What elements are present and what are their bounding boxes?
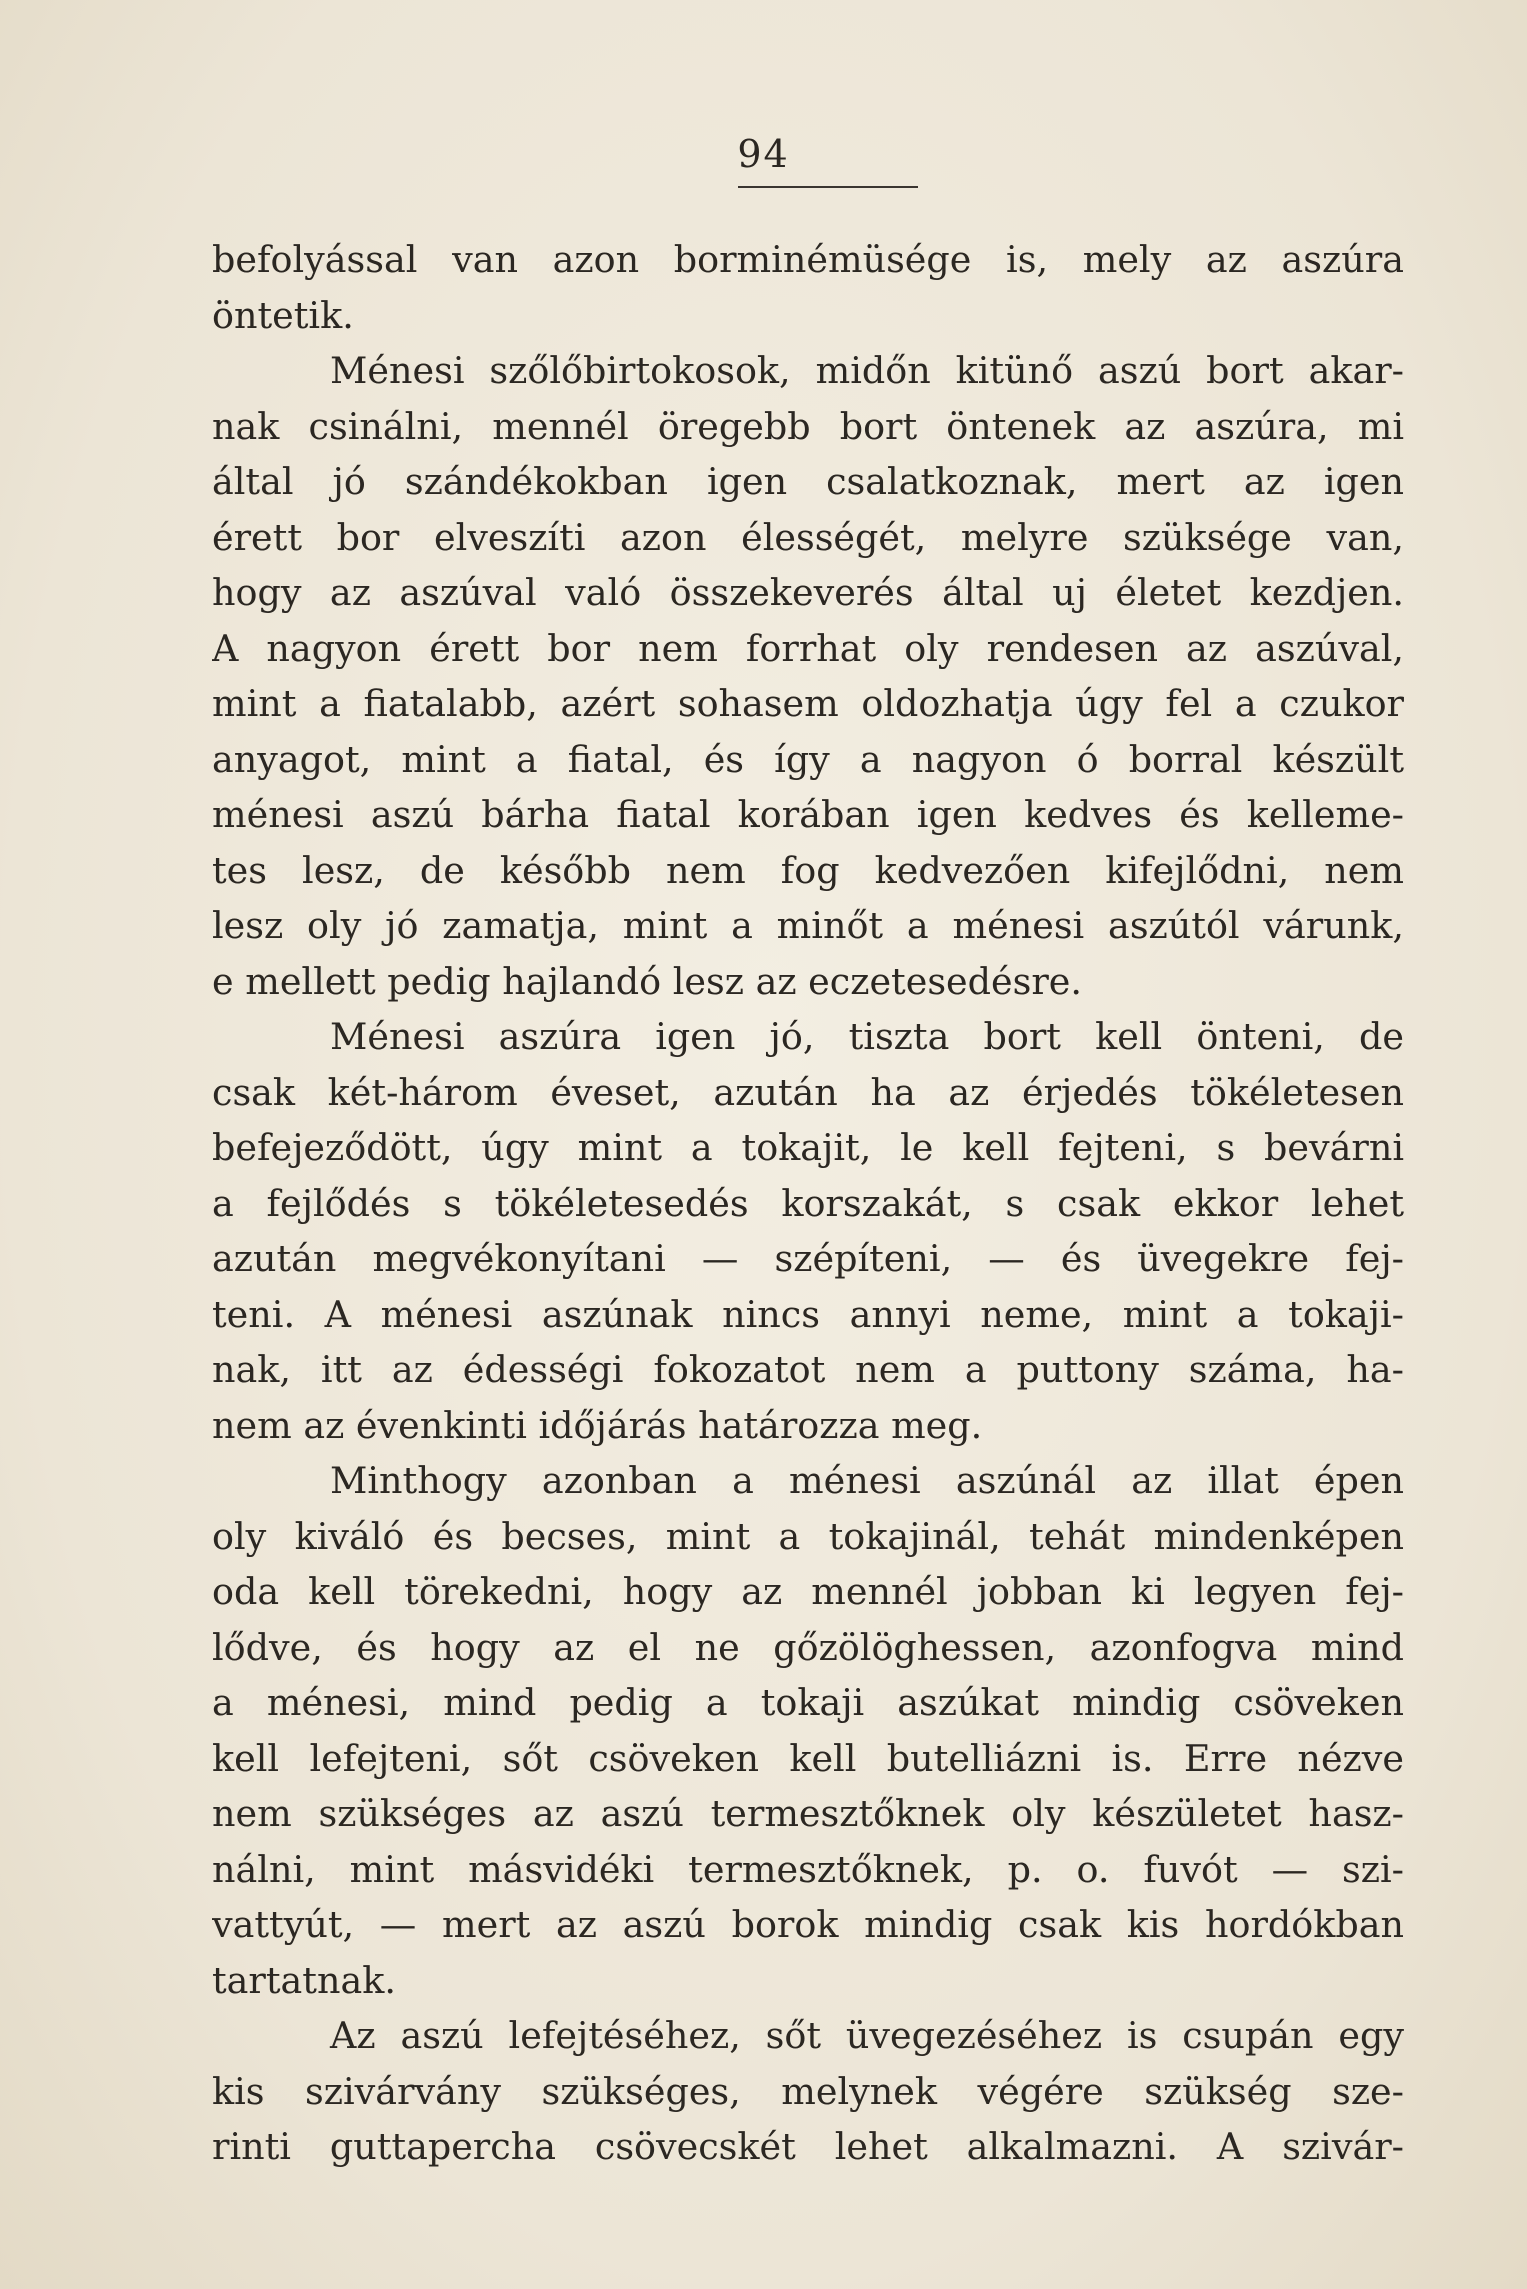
text-line: tartatnak.: [212, 1958, 396, 2002]
text-line: Minthogy azonban a ménesi aszúnál az illat épen: [330, 1459, 1404, 1502]
text-line: kis szivárvány szükséges, melynek végére szükség sze-: [212, 2069, 1404, 2113]
text-line: Ménesi szőlőbirtokosok, midőn kitünő aszú bort akar-: [330, 349, 1404, 392]
text-line: Az aszú lefejtéséhez, sőt üvegezéséhez is csupán egy: [330, 2014, 1404, 2057]
text-line: anyagot, mint a fiatal, és így a nagyon ó borral készült: [212, 737, 1404, 781]
text-line: teni. A ménesi aszúnak nincs annyi neme, mint a tokaji-: [212, 1292, 1404, 1336]
text-line: e mellett pedig hajlandó lesz az eczetesedésre.: [212, 959, 1082, 1003]
text-line: által jó szándékokban igen csalatkoznak, mert az igen: [212, 460, 1404, 503]
text-line: ménesi aszú bárha fiatal korában igen kedves és kelleme-: [212, 793, 1404, 836]
text-line: rinti guttapercha csövecskét lehet alkalmazni. A szivár-: [212, 2125, 1404, 2168]
text-line: lődve, és hogy az el ne gőzölöghessen, azonfogva mind: [212, 1625, 1404, 1669]
text-line: lesz oly jó zamatja, mint a minőt a ménesi aszútól várunk,: [212, 904, 1404, 947]
text-line: befejeződött, úgy mint a tokajit, le kell fejteni, s bevárni: [212, 1126, 1404, 1169]
text-line: a ménesi, mind pedig a tokaji aszúkat mindig csöveken: [212, 1681, 1404, 1724]
text-line: öntetik.: [212, 293, 354, 337]
page-number-rule: [738, 186, 918, 188]
text-line: Ménesi aszúra igen jó, tiszta bort kell önteni, de: [330, 1015, 1404, 1058]
text-line: hogy az aszúval való összekeverés által uj életet kezdjen.: [212, 571, 1404, 614]
text-line: tes lesz, de később nem fog kedvezően kifejlődni, nem: [212, 848, 1404, 892]
text-line: vattyút, — mert az aszú borok mindig csak kis hordókban: [212, 1903, 1404, 1946]
text-line: nem szükséges az aszú termesztőknek oly készületet hasz-: [212, 1792, 1404, 1835]
text-line: csak két-három éveset, azután ha az érjedés tökéletesen: [212, 1070, 1404, 1114]
text-line: oda kell törekedni, hogy az mennél jobban ki legyen fej-: [212, 1570, 1404, 1613]
text-line: azután megvékonyítani — szépíteni, — és üvegekre fej-: [212, 1237, 1404, 1280]
text-line: nálni, mint másvidéki termesztőknek, p. o. fuvót — szi-: [212, 1847, 1404, 1891]
text-line: nak csinálni, mennél öregebb bort öntenek az aszúra, mi: [212, 404, 1404, 448]
text-line: oly kiváló és becses, mint a tokajinál, tehát mindenképen: [212, 1514, 1404, 1558]
text-line: befolyással van azon borminémüsége is, mely az aszúra: [212, 238, 1404, 281]
text-line: kell lefejteni, sőt csöveken kell butelliázni is. Erre nézve: [212, 1736, 1404, 1780]
text-line: nem az évenkinti időjárás határozza meg.: [212, 1403, 983, 1447]
text-line: a fejlődés s tökéletesedés korszakát, s csak ekkor lehet: [212, 1181, 1404, 1225]
text-line: érett bor elveszíti azon élességét, melyre szüksége van,: [212, 515, 1404, 559]
page-number: 94: [737, 132, 790, 176]
body-text: [212, 232, 1404, 2175]
text-line: A nagyon érett bor nem forrhat oly rendesen az aszúval,: [212, 626, 1404, 670]
text-line: nak, itt az édességi fokozatot nem a puttony száma, ha-: [212, 1348, 1404, 1391]
text-line: mint a fiatalabb, azért sohasem oldozhatja úgy fel a czukor: [212, 682, 1404, 725]
